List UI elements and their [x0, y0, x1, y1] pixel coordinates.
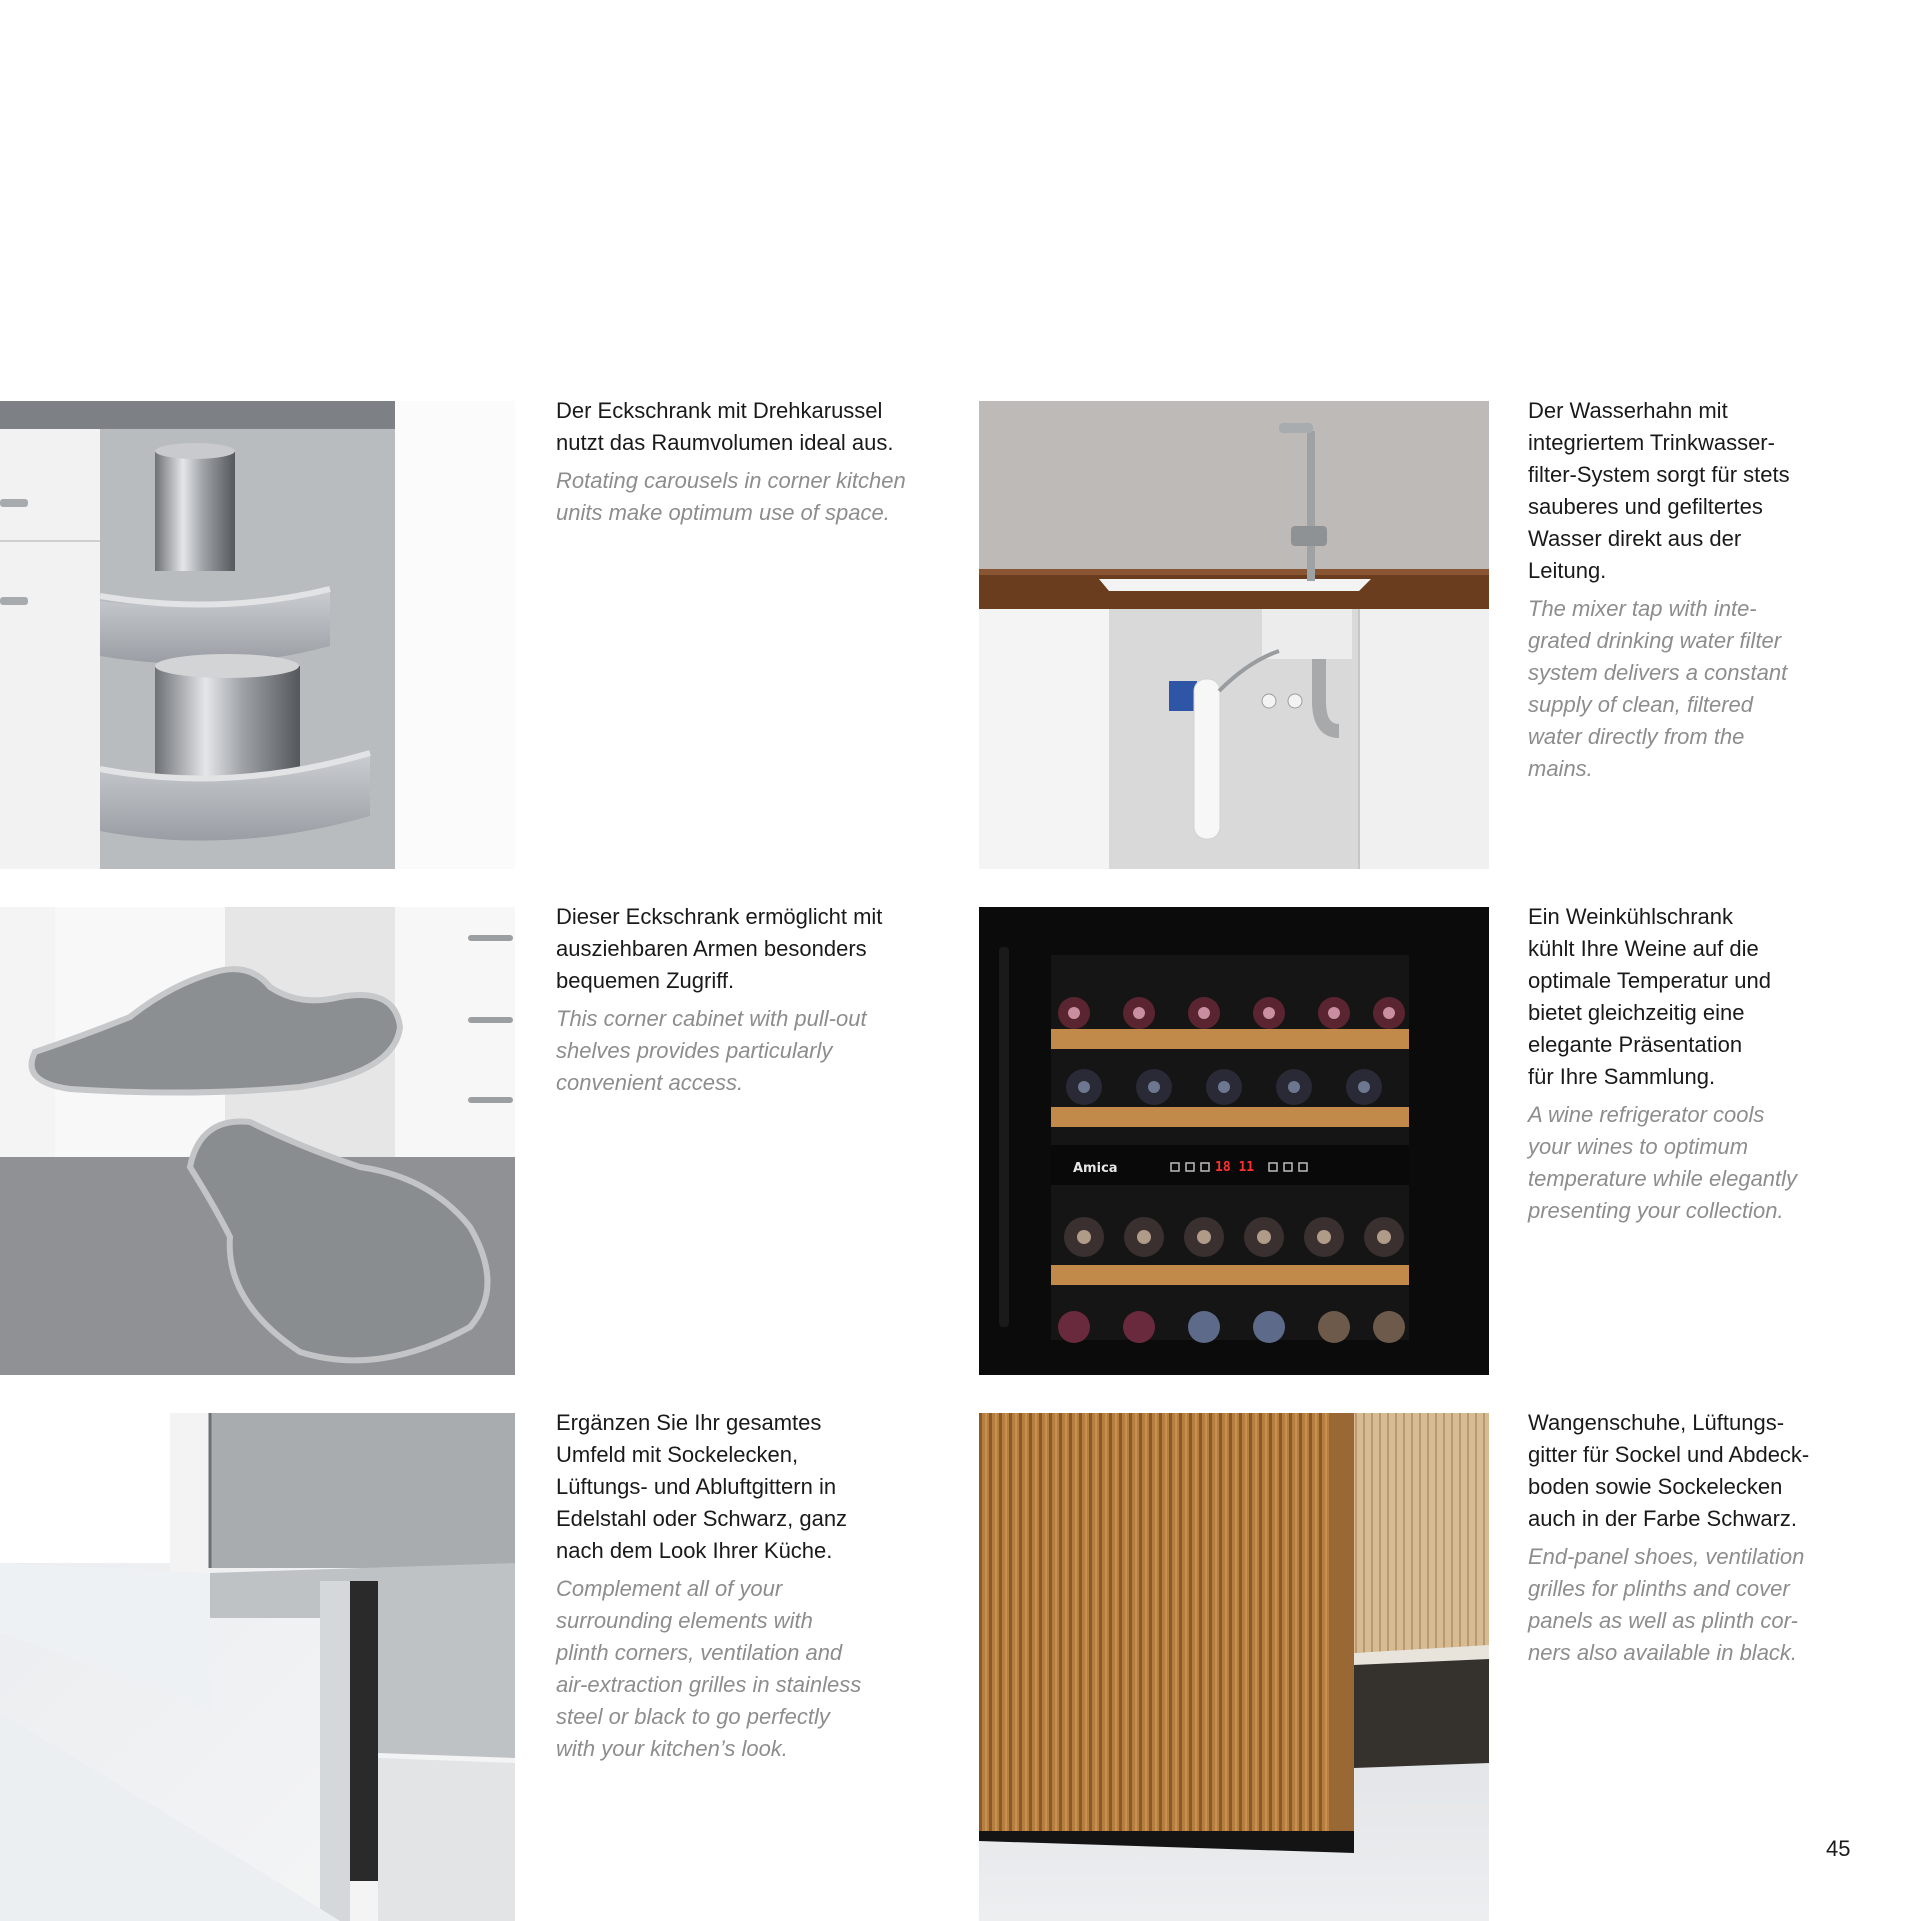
caption-english: End-panel shoes, ventilation grilles for plinths and cover panels as well as plinth cor- ners also available in black.: [1528, 1544, 1805, 1665]
wine-refrigerator-caption: [1528, 901, 1858, 1227]
plinth-corner-caption: [556, 1407, 946, 1765]
water-filter-tap-caption: [1528, 395, 1858, 785]
pull-out-corner-shelves-photo: [0, 907, 515, 1375]
caption-english: Complement all of your surrounding elements with plinth corners, ventilation and air-extraction grilles in stainless steel or black to go perfectly with your kitchen’s look.: [556, 1576, 862, 1761]
end-panel-shoe-photo: [979, 1413, 1489, 1921]
pull-out-corner-shelves-caption: [556, 901, 946, 1099]
caption-german: Ein Weinkühlschrank kühlt Ihre Weine auf die optimale Temperatur und bietet gleichzeitig eine elegante Präsentation für Ihre Sammlung.: [1528, 904, 1771, 1089]
plinth-corner-photo: [0, 1413, 515, 1921]
page-number: 45: [1826, 1836, 1851, 1861]
corner-carousel-photo: [0, 401, 515, 869]
water-filter-tap-photo: [979, 401, 1489, 869]
caption-german: Der Eckschrank mit Drehkarussel nutzt das Raumvolumen ideal aus.: [556, 398, 894, 455]
caption-english: The mixer tap with inte- grated drinking water filter system delivers a constant supply of clean, filtered water directly from the mains.: [1528, 596, 1788, 781]
caption-german: Wangenschuhe, Lüftungs- gitter für Sockel und Abdeck- boden sowie Sockelecken auch in der Farbe Schwarz.: [1528, 1410, 1810, 1531]
caption-english: A wine refrigerator cools your wines to optimum temperature while elegantly presenting your collection.: [1528, 1102, 1798, 1223]
end-panel-shoe-caption: [1528, 1407, 1858, 1669]
wine-refrigerator-photo: [979, 907, 1489, 1375]
caption-german: Der Wasserhahn mit integriertem Trinkwasser- filter-System sorgt für stets sauberes und gefiltertes Wasser direkt aus der Leitung.: [1528, 398, 1790, 583]
caption-german: Ergänzen Sie Ihr gesamtes Umfeld mit Sockelecken, Lüftungs- und Abluftgittern in Edelstahl oder Schwarz, ganz nach dem Look Ihrer Küche.: [556, 1410, 848, 1563]
caption-english: This corner cabinet with pull-out shelves provides particularly convenient access.: [556, 1006, 867, 1095]
wine-fridge-brand-label: Amica: [1073, 1161, 1118, 1176]
caption-german: Dieser Eckschrank ermöglicht mit ausziehbaren Armen besonders bequemen Zugriff.: [556, 904, 883, 993]
caption-english: Rotating carousels in corner kitchen units make optimum use of space.: [556, 468, 906, 525]
corner-carousel-caption: [556, 395, 946, 529]
wine-fridge-temperature-display: 18 11: [1215, 1160, 1255, 1175]
